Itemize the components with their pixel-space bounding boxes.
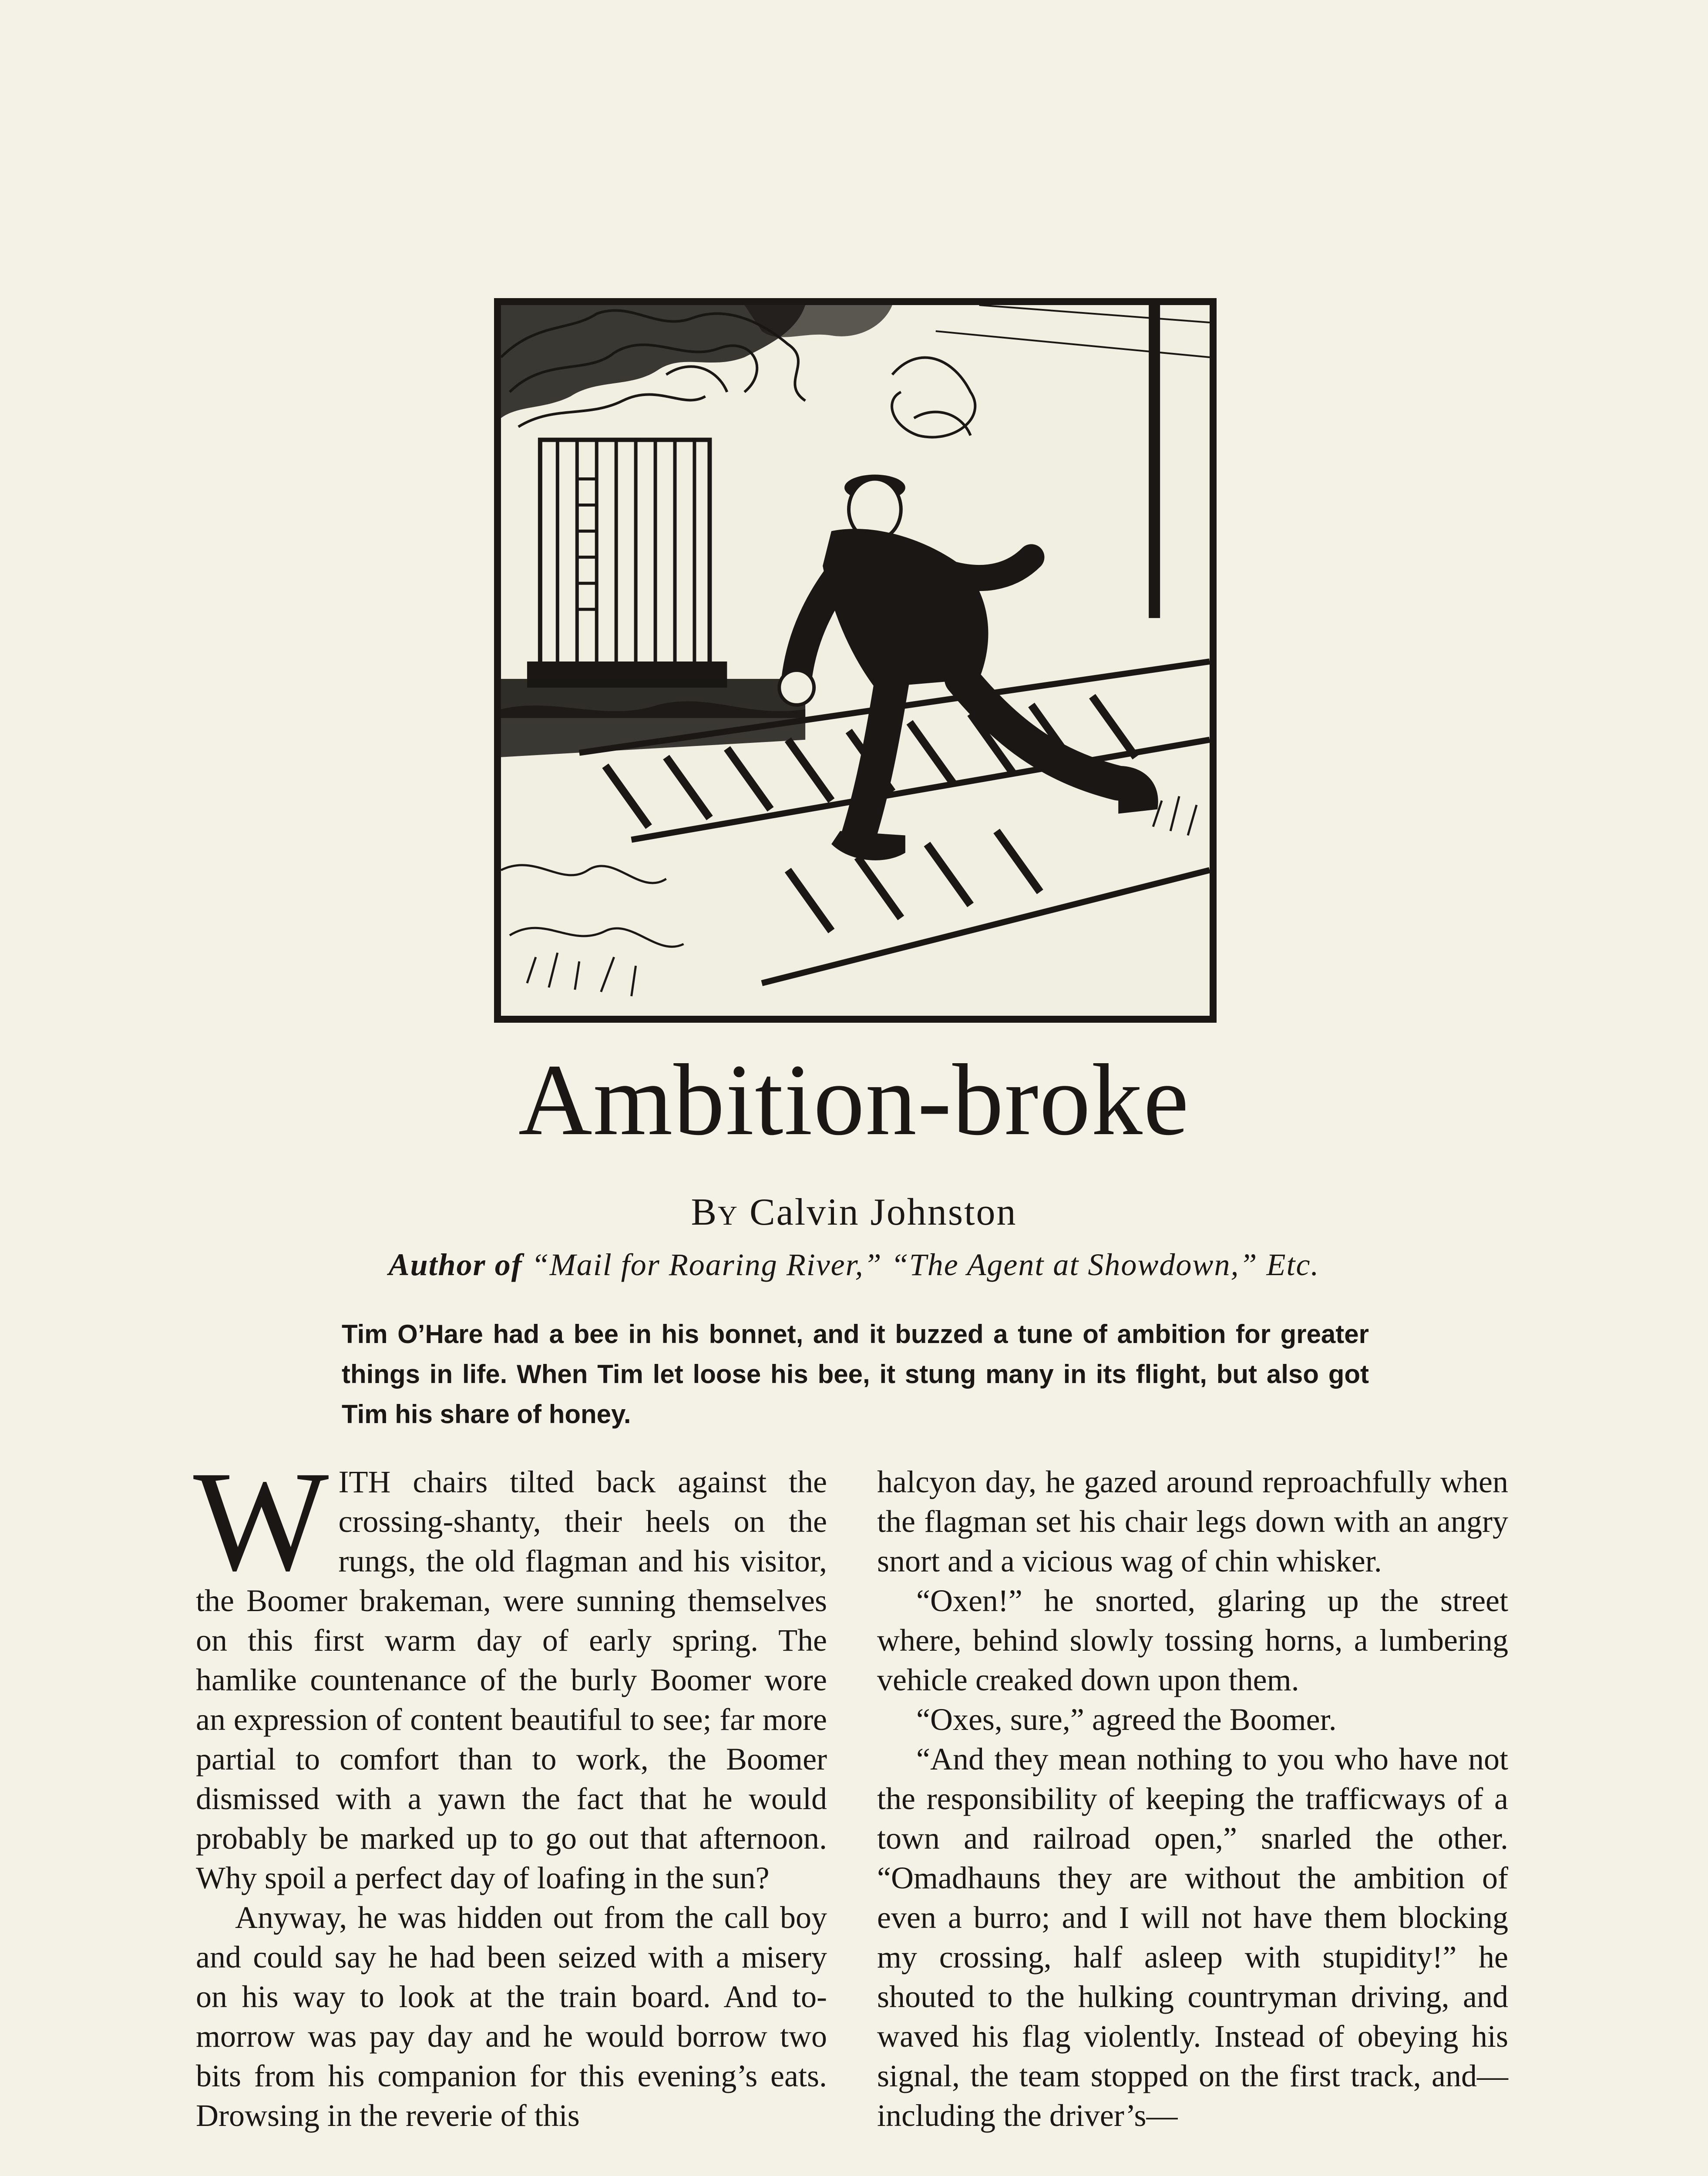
railroad-man-drawing <box>501 305 1210 1016</box>
paragraph <box>193 1442 827 1898</box>
body-column-right <box>877 1462 1508 2136</box>
paragraph-text: ITH chairs tilted back against the crossing-shanty, their heels on the rungs, the old flagman and his visitor, the Boomer brakeman, were sunning themselves on this first warm day of early spring. The hamlike countenance of the burly Boomer wore an expression of content beautiful to see; far more partial to comfort than to work, the Boomer dismissed with a yawn the fact that he would probably be marked up to go out that afternoon. Why spoil a perfect day of loafing in the sun? <box>196 1464 827 1895</box>
paragraph: Anyway, he was hidden out from the call boy and could say he had been seized with a misery on his way to look at the train board. And to-morrow was pay day and he would borrow two bits from his companion for this evening’s eats. Drowsing in the reverie of this <box>196 1900 827 2133</box>
paragraph: halcyon day, he gazed around reproachfully when the flagman set his chair legs down with an angry snort and a vicious wag of chin whisker. <box>877 1464 1508 1578</box>
story-teaser: Tim O’Hare had a bee in his bonnet, and it buzzed a tune of ambition for greater things in life. When Tim let loose his bee, it stung many in its flight, but also got Tim his share of honey. <box>342 1320 1369 1429</box>
byline <box>0 1190 1708 1234</box>
paragraph: “Oxes, sure,” agreed the Boomer. <box>916 1702 1337 1737</box>
drop-cap: W <box>193 1442 329 1601</box>
story-illustration <box>494 298 1217 1023</box>
author-of-prefix: Author of <box>388 1247 523 1282</box>
author-works: “Mail for Roaring River,” “The Agent at Showdown,” Etc. <box>531 1247 1320 1282</box>
paragraph: “And they mean nothing to you who have not the responsibility of keeping the trafficways of a town and railroad open,” snarled the other. “Omadhauns they are without the ambition of even a burro; and I will not have them blocking my crossing, half asleep with stupidity!” he shouted to the hulking countryman driving, and waved his flag violently. Instead of obeying his signal, the team stopped on the first track, and—including the driver’s— <box>877 1742 1508 2133</box>
paragraph: “Oxen!” he snorted, glaring up the street where, behind slowly tossing horns, a lumbering vehicle creaked down upon them. <box>877 1583 1508 1697</box>
body-column-left <box>193 1442 827 2136</box>
story-title: Ambition-broke <box>518 1043 1190 1156</box>
smoke-dark <box>501 305 892 418</box>
author-credits <box>0 1247 1708 1283</box>
byline-prefix: By <box>691 1191 739 1233</box>
author-name: Calvin Johnston <box>749 1191 1017 1233</box>
boxcar <box>501 440 805 718</box>
telegraph-wires <box>936 305 1210 357</box>
